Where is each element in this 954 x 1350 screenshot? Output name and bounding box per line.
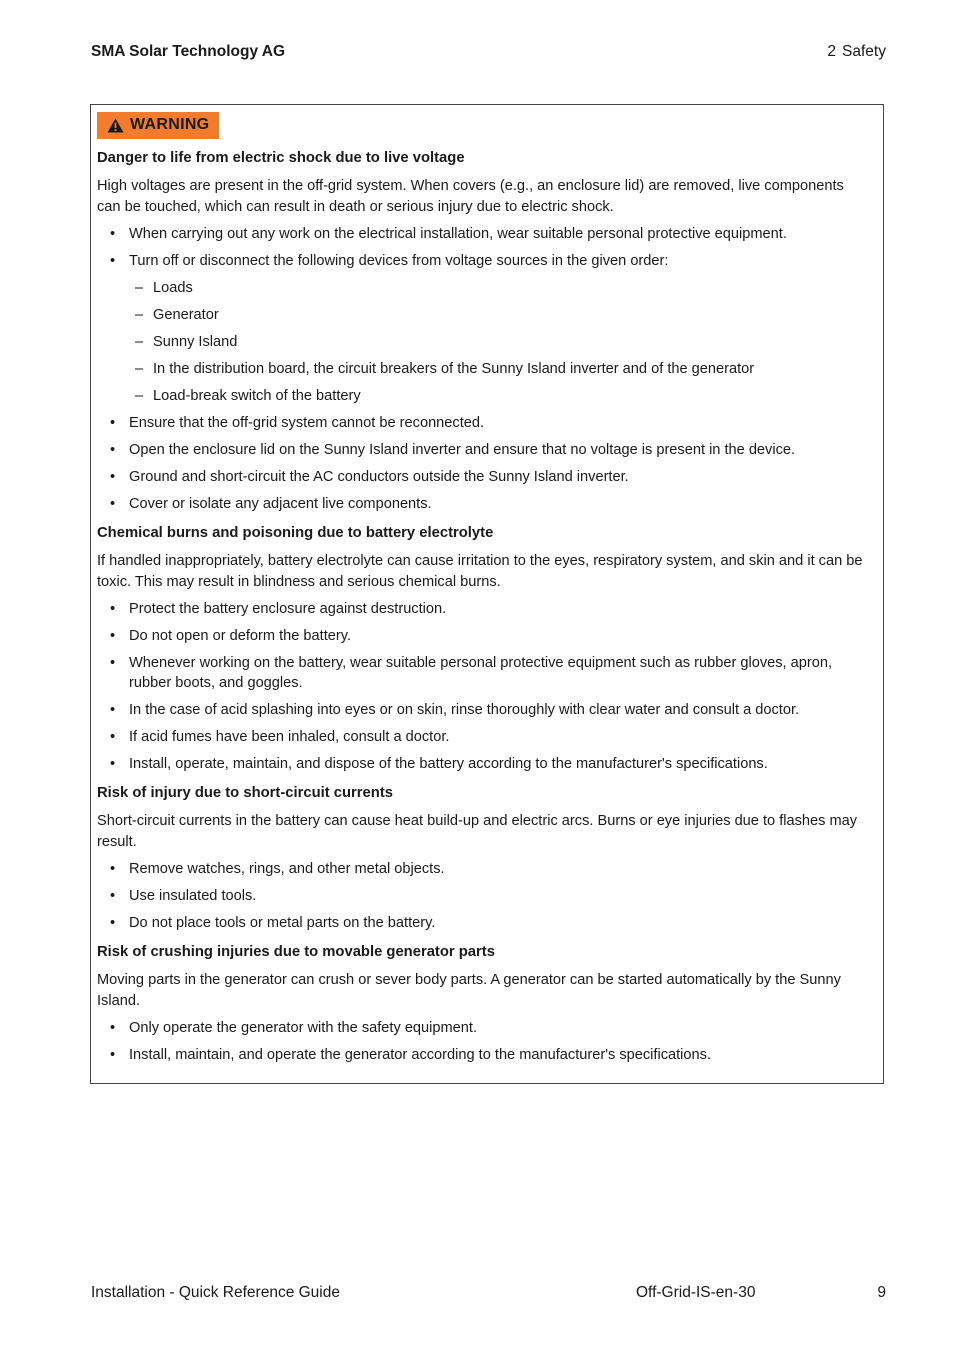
list-item: • Cover or isolate any adjacent live components.: [97, 494, 871, 514]
section-title: Risk of injury due to short-circuit currents: [97, 785, 393, 801]
sub-list: [129, 278, 871, 406]
list-item: [97, 251, 871, 406]
warning-box: [90, 104, 884, 1084]
header-chapter: [827, 43, 886, 61]
footer-page-number: 9: [877, 1284, 886, 1301]
sub-list-item: – Loads: [129, 278, 871, 298]
list-item: • Ensure that the off-grid system cannot be reconnected.: [97, 413, 871, 433]
chapter-title: Safety: [842, 43, 886, 60]
list-item: • Open the enclosure lid on the Sunny Island inverter and ensure that no voltage is present in the device.: [97, 440, 871, 460]
sub-list-item: – Load-break switch of the battery: [129, 386, 871, 406]
list-item: • In the case of acid splashing into eyes or on skin, rinse thoroughly with clear water and consult a doctor.: [97, 700, 871, 720]
chapter-number: 2: [827, 43, 837, 60]
warning-triangle-icon: [107, 118, 124, 133]
bullet-list: [97, 224, 871, 514]
section-title: Risk of crushing injuries due to movable generator parts: [97, 944, 495, 960]
warning-label: [97, 112, 219, 139]
list-item: • If acid fumes have been inhaled, consult a doctor.: [97, 727, 871, 747]
list-item: • When carrying out any work on the electrical installation, wear suitable personal protective equipment.: [97, 224, 871, 244]
list-item: • Whenever working on the battery, wear suitable personal protective equipment such as rubber gloves, apron, rubber boots, and goggles.: [97, 653, 871, 693]
list-item: • Only operate the generator with the safety equipment.: [97, 1018, 871, 1038]
footer-doc-title: Installation - Quick Reference Guide: [91, 1284, 340, 1301]
section-paragraph: Moving parts in the generator can crush or sever body parts. A generator can be started automatically by the Sunny Island.: [97, 972, 841, 1009]
section-title: Danger to life from electric shock due to live voltage: [97, 150, 465, 166]
footer-doc-code: Off-Grid-IS-en-30: [636, 1284, 756, 1301]
section-paragraph: High voltages are present in the off-grid system. When covers (e.g., an enclosure lid) are removed, live components can be touched, which can result in death or serious injury due to electric shock.: [97, 178, 844, 215]
list-item-text: Turn off or disconnect the following devices from voltage sources in the given order:: [129, 253, 669, 269]
warning-content: [97, 112, 871, 1072]
bullet-list: [97, 1018, 871, 1065]
section-paragraph: If handled inappropriately, battery electrolyte can cause irritation to the eyes, respiratory system, and skin and it can be toxic. This may result in blindness and serious chemical burns.: [97, 553, 863, 590]
bullet-list: [97, 859, 871, 933]
section-paragraph: Short-circuit currents in the battery can cause heat build-up and electric arcs. Burns or eye injuries due to flashes may result.: [97, 813, 858, 850]
sub-list-item: – Sunny Island: [129, 332, 871, 352]
list-item: • Remove watches, rings, and other metal objects.: [97, 859, 871, 879]
list-item: • Protect the battery enclosure against destruction.: [97, 599, 871, 619]
warning-label-text: WARNING: [130, 116, 210, 133]
list-item: • Use insulated tools.: [97, 886, 871, 906]
section-title: Chemical burns and poisoning due to battery electrolyte: [97, 525, 494, 541]
sub-list-item: – Generator: [129, 305, 871, 325]
list-item: • Install, maintain, and operate the generator according to the manufacturer's specifications.: [97, 1045, 871, 1065]
bullet-list: [97, 599, 871, 774]
sub-list-item: – In the distribution board, the circuit breakers of the Sunny Island inverter and of the generator: [129, 359, 871, 379]
header-company: SMA Solar Technology AG: [91, 43, 286, 60]
list-item: • Do not place tools or metal parts on the battery.: [97, 913, 871, 933]
list-item: • Ground and short-circuit the AC conductors outside the Sunny Island inverter.: [97, 467, 871, 487]
list-item: • Install, operate, maintain, and dispose of the battery according to the manufacturer's specifications.: [97, 754, 871, 774]
list-item: • Do not open or deform the battery.: [97, 626, 871, 646]
